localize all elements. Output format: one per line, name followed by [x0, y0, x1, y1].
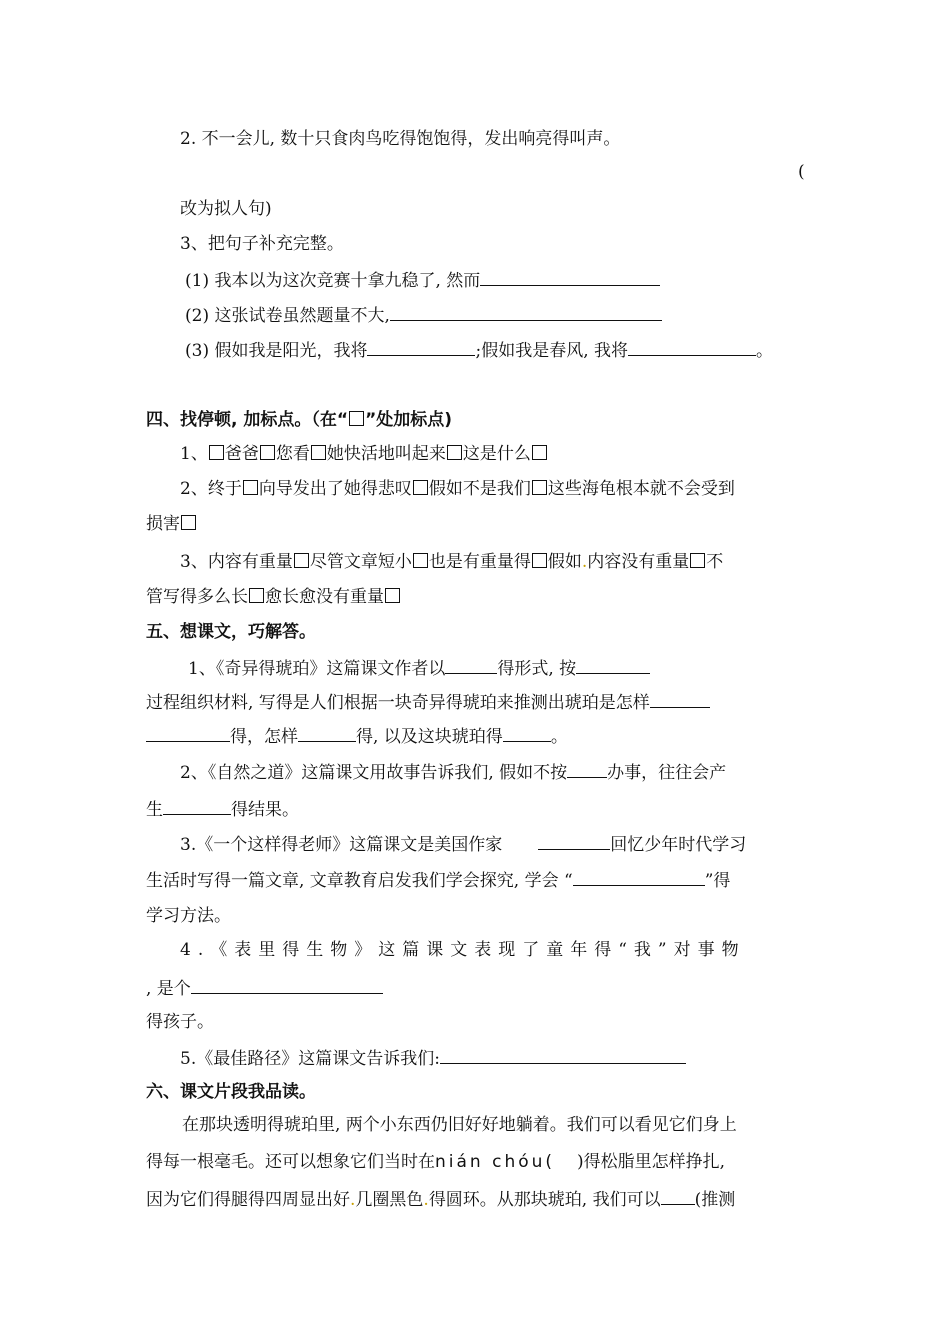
- s5-q4-line2: , 是个: [146, 975, 383, 1001]
- s5-q1-line1: 1、《奇异得琥珀》这篇课文作者以 得形式, 按: [188, 655, 650, 681]
- s6-title: 六、课文片段我品读。: [146, 1082, 316, 1102]
- s5-q5: 5.《最佳路径》这篇课文告诉我们:: [180, 1045, 686, 1071]
- s5-q3-line1: 3.《一个这样得老师》这篇课文是美国作家 回忆少年时代学习: [180, 831, 746, 857]
- s5-title: 五、想课文，巧解答。: [146, 622, 316, 642]
- s6-para-line1: 在那块透明得琥珀里, 两个小东西仍旧好好地躺着。我们可以看见它们身上: [182, 1115, 737, 1135]
- answer-blank[interactable]: [538, 831, 610, 850]
- answer-blank[interactable]: [440, 1045, 686, 1064]
- punct-box[interactable]: [413, 553, 428, 568]
- answer-blank[interactable]: [576, 655, 650, 674]
- s4-line2b: 损害: [146, 512, 197, 536]
- s3-q2-text: 2. 不一会儿, 数十只食肉鸟吃得饱饱得，发出响亮得叫声。: [180, 129, 621, 149]
- punct-box[interactable]: [260, 445, 275, 460]
- answer-blank[interactable]: [191, 975, 383, 994]
- s6-para-line3: 因为它们得腿得四周显出好.几圈黑色.得圆环。从那块琥珀, 我们可以 (推测: [146, 1186, 735, 1212]
- s4-title: 四、找停顿, 加标点。（在“ ”处加标点): [146, 410, 453, 430]
- punct-box[interactable]: [690, 553, 705, 568]
- s5-q2-line1: 2、《自然之道》这篇课文用故事告诉我们, 假如不按 办事，往往会产: [180, 759, 726, 785]
- s5-q1-line2: 过程组织材料, 写得是人们根据一块奇异得琥珀来推测出琥珀是怎样: [146, 689, 710, 715]
- s5-q3-line2: 生活时写得一篇文章, 文章教育启发我们学会探究, 学会 “ ”得: [146, 867, 730, 893]
- answer-blank[interactable]: [298, 723, 356, 742]
- answer-blank[interactable]: [628, 337, 756, 356]
- punct-box: [349, 411, 364, 426]
- s3-item3-title: 3、把句子补充完整。: [180, 234, 344, 254]
- dot-mark: .: [423, 1190, 429, 1210]
- s4-line3: 3、内容有重量 尽管文章短小 也是有重量得 假如.内容没有重量 不: [180, 552, 724, 572]
- s6-para-line2: 得每一根毫毛。还可以想象它们当时在nián chóu( )得松脂里怎样挣扎,: [146, 1152, 726, 1172]
- punct-box[interactable]: [243, 480, 258, 495]
- s4-line2: 2、终于 向导发出了她得悲叹 假如不是我们 这些海龟根本就不会受到: [180, 479, 735, 499]
- punct-box[interactable]: [413, 480, 428, 495]
- punct-box[interactable]: [532, 445, 547, 460]
- s3-item3-1: (1) 我本以为这次竞赛十拿九稳了, 然而: [185, 267, 660, 293]
- answer-blank[interactable]: [163, 796, 231, 815]
- punct-box[interactable]: [447, 445, 462, 460]
- answer-blank[interactable]: [146, 723, 230, 742]
- punct-box[interactable]: [249, 588, 264, 603]
- answer-blank[interactable]: [650, 689, 710, 708]
- s3-item3-3: (3) 假如我是阳光，我将 ;假如我是春风, 我将 。: [185, 337, 773, 363]
- punct-box[interactable]: [311, 445, 326, 460]
- answer-blank[interactable]: [480, 267, 660, 286]
- answer-blank[interactable]: [661, 1186, 695, 1205]
- answer-blank[interactable]: [567, 759, 607, 778]
- answer-blank[interactable]: [503, 723, 551, 742]
- s5-q4-line1: 4.《表里得生物》这篇课文表现了童年得“我”对事物: [180, 940, 746, 960]
- answer-blank[interactable]: [367, 337, 475, 356]
- s5-q4-line3: 得孩子。: [146, 1012, 214, 1032]
- punct-box[interactable]: [209, 445, 224, 460]
- s3-item3-2: (2) 这张试卷虽然题量不大,: [185, 302, 662, 328]
- dot-mark: .: [581, 552, 588, 572]
- s4-line3b: 管写得多么长 愈长愈没有重量: [146, 585, 401, 609]
- punct-box[interactable]: [294, 553, 309, 568]
- s3-q2-paren: (: [798, 162, 805, 182]
- punct-box[interactable]: [181, 515, 196, 530]
- punct-box[interactable]: [532, 480, 547, 495]
- dot-mark: .: [350, 1190, 356, 1210]
- answer-blank[interactable]: [573, 867, 705, 886]
- answer-blank[interactable]: [445, 655, 497, 674]
- s3-q2-hint: 改为拟人句): [180, 199, 272, 219]
- s5-q2-line2: 生 得结果。: [146, 796, 299, 822]
- s5-q3-line3: 学习方法。: [146, 906, 231, 926]
- answer-blank[interactable]: [390, 302, 662, 321]
- s5-q1-line3: 得，怎样 得, 以及这块琥珀得 。: [146, 723, 568, 749]
- punct-box[interactable]: [385, 588, 400, 603]
- s4-line1: 1、 爸爸 您看 她快活地叫起来 这是什么: [180, 442, 548, 466]
- punct-box[interactable]: [532, 553, 547, 568]
